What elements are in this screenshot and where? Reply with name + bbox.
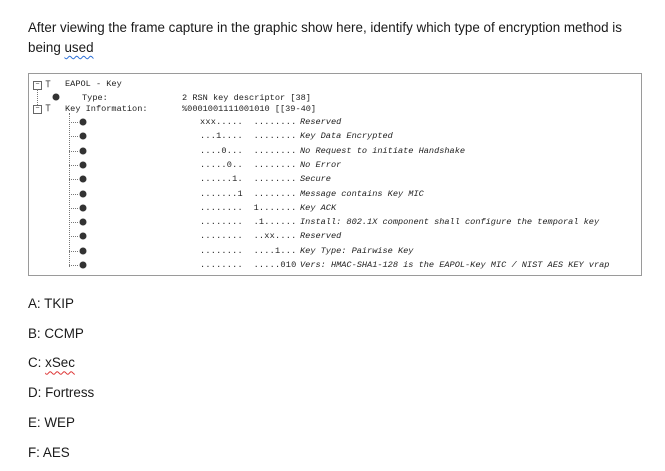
tree-line [69, 122, 78, 123]
bitfield-bits: ........ .1...... [200, 217, 297, 228]
bitfield-description: No Request to initiate Handshake [300, 145, 466, 156]
answer-option-prefix: D: [28, 385, 46, 401]
bitfield-description: Key Type: Pairwise Key [300, 245, 414, 256]
answer-option-text: TKIP [44, 296, 74, 311]
tree-line [69, 165, 78, 166]
field-icon [79, 161, 87, 169]
bitfield-bits: .....0.. ........ [200, 159, 297, 170]
field-icon [79, 118, 87, 126]
tree-node-icon [44, 104, 52, 112]
frame-capture-image [28, 73, 642, 276]
bitfield-description: No Error [300, 159, 342, 170]
answer-option [28, 355, 75, 370]
tree-line [37, 89, 38, 105]
field-icon [79, 147, 87, 155]
bitfield-description: Reserved [300, 117, 342, 127]
bitfield-description: Reserved [300, 231, 342, 242]
bitfield-description: Key Data Encrypted [300, 131, 393, 142]
question-line-2 [28, 38, 648, 58]
bitfield-bits: ......1. ........ [200, 174, 297, 185]
field-icon [79, 247, 87, 255]
question-line-2-prefix: being [28, 40, 65, 55]
key-information-label: Key Information: [65, 104, 148, 114]
bitfield-bits: ....0... ........ [200, 145, 297, 156]
answer-option-prefix: A: [28, 296, 45, 311]
tree-line [69, 265, 78, 266]
field-icon [79, 132, 87, 140]
bitfield-description: Key ACK [300, 202, 337, 213]
answer-option-prefix: E: [28, 414, 45, 430]
bitfield-bits: ........ ..xx.... [200, 231, 297, 242]
tree-node-icon [44, 80, 52, 88]
answer-option [28, 445, 70, 460]
bitfield-bits: .......1 ........ [200, 188, 297, 199]
tree-line [69, 136, 78, 137]
tree-line [69, 222, 78, 223]
type-value: 2 RSN key descriptor [38] [182, 93, 311, 103]
answer-option [28, 385, 94, 400]
bitfield-bits: ...1.... ........ [200, 131, 297, 142]
field-icon [79, 232, 87, 240]
bitfield-bits: ........ .....010 [200, 260, 297, 270]
answer-option-text: Fortress [45, 385, 95, 401]
question-text [28, 18, 648, 58]
answer-option-prefix: F: [28, 444, 43, 460]
bitfield-bits: xxx..... ........ [200, 117, 297, 127]
eapol-key-label: EAPOL - Key [65, 79, 122, 89]
answer-option-text: CCMP [44, 325, 84, 341]
field-icon [79, 190, 87, 198]
field-icon [79, 204, 87, 212]
field-icon [79, 218, 87, 226]
tree-line [69, 236, 78, 237]
tree-line [69, 151, 78, 152]
bitfield-bits: ........ 1....... [200, 202, 297, 213]
question-line-2-word: used [64, 40, 94, 55]
key-information-value: %0001001111001010 [[39-40] [182, 104, 317, 114]
bitfield-bits: ........ ....1... [200, 245, 297, 256]
tree-line [69, 179, 78, 180]
answer-option-prefix: C: [28, 355, 46, 371]
answer-option-text: WEP [44, 414, 75, 430]
answer-option-text: AES [42, 444, 70, 460]
answer-option [28, 296, 74, 311]
question-line-1: After viewing the frame capture in the graphic show here, identify which type of encryption method is [28, 20, 622, 35]
tree-line [69, 251, 78, 252]
answer-option-text: xSec [45, 355, 75, 371]
field-icon [52, 93, 60, 101]
bitfield-description: Vers: HMAC-SHA1-128 is the EAPOL-Key MIC / NIST AES KEY vrap [300, 260, 610, 270]
tree-line [69, 208, 78, 209]
collapse-box-icon: − [33, 81, 42, 90]
collapse-box-icon: − [33, 105, 42, 114]
answer-option [28, 326, 84, 341]
answer-option-prefix: B: [28, 325, 45, 341]
tree-line [69, 194, 78, 195]
bitfield-description: Secure [300, 174, 331, 185]
field-icon [79, 261, 87, 269]
field-icon [79, 175, 87, 183]
answer-option [28, 415, 75, 430]
bitfield-description: Message contains Key MIC [300, 188, 424, 199]
type-label: Type: [82, 93, 108, 103]
bitfield-description: Install: 802.1X component shall configure the temporal key [300, 217, 600, 228]
